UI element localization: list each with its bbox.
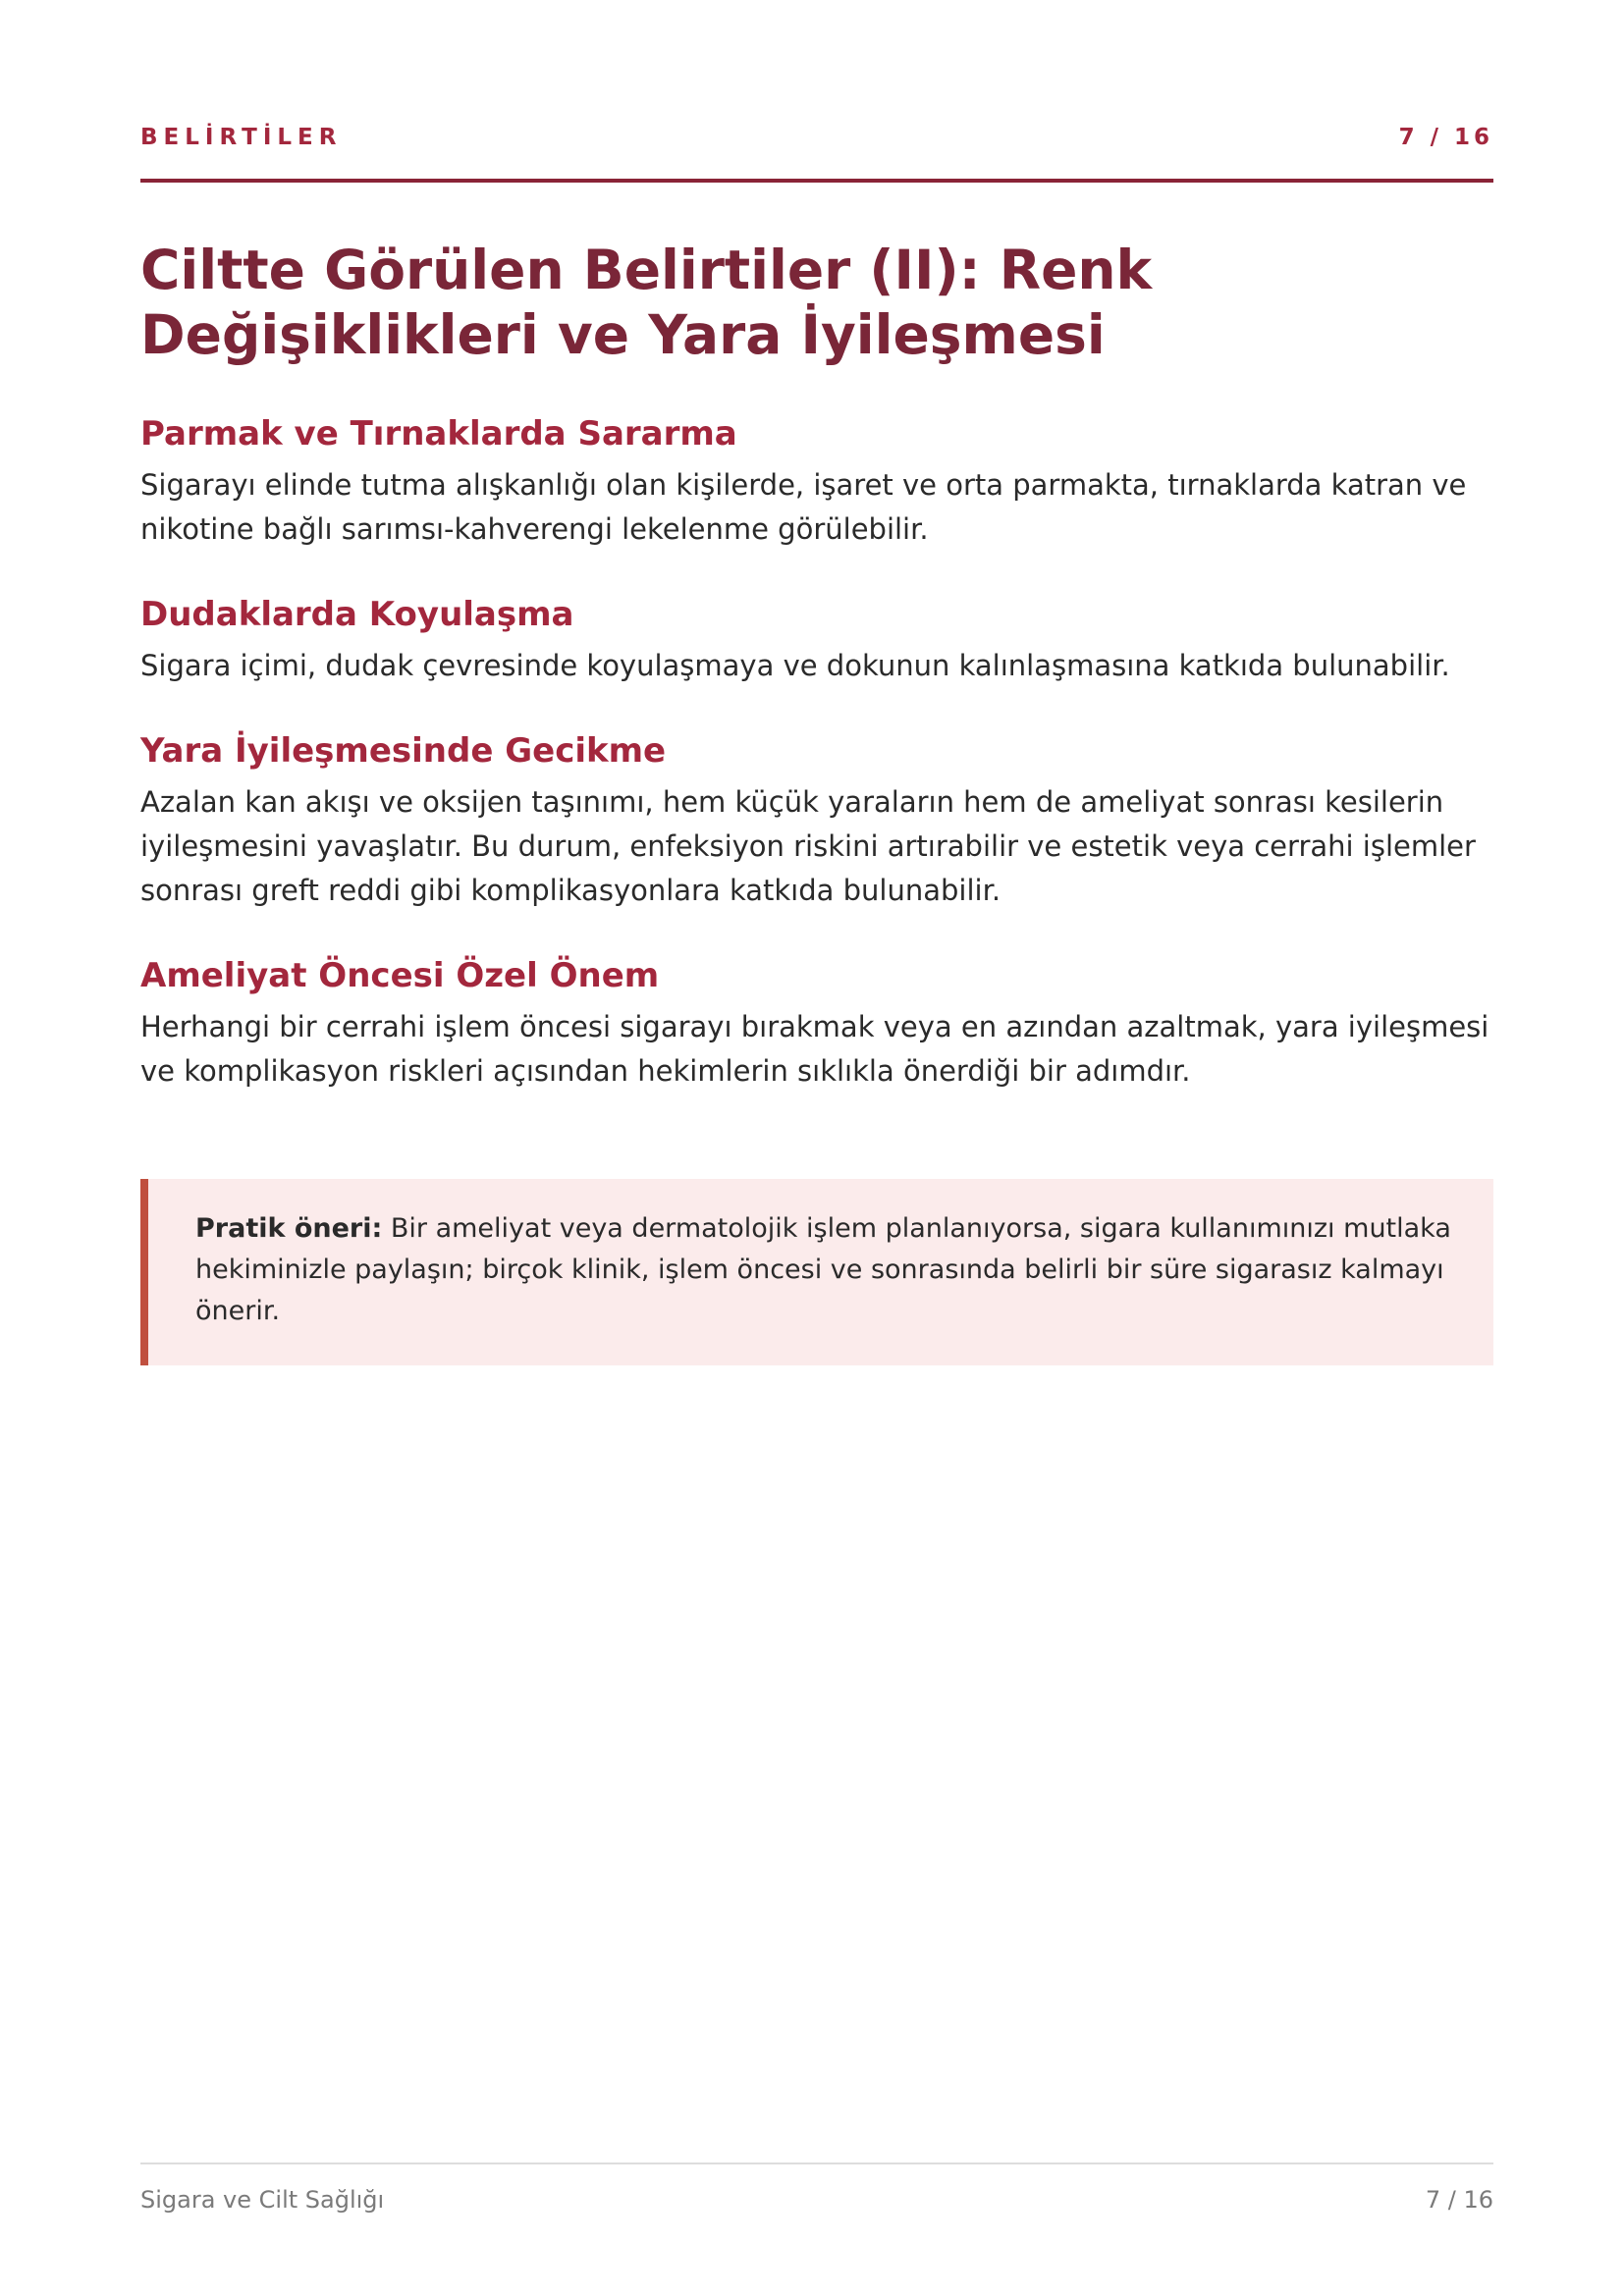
content-body — [140, 410, 1493, 1133]
section-heading: Yara İyileşmesinde Gecikme — [140, 731, 667, 771]
running-header — [140, 124, 1493, 183]
section-lip-darkening — [140, 591, 1493, 688]
footer-document-title: Sigara ve Cilt Sağlığı — [140, 2186, 385, 2214]
section-finger-nail-yellowing — [140, 410, 1493, 552]
tip-text: Bir ameliyat veya dermatolojik işlem planlanıyorsa, sigara kullanımınızı mutlaka hekiminizle paylaşın; birçok klinik, işlem öncesi ve sonrasında belirli bir süre sigarasız kalmayı önerir. — [195, 1213, 1451, 1326]
section-wound-healing-delay — [140, 727, 1493, 913]
section-paragraph: Sigarayı elinde tutma alışkanlığı olan kişilerde, işaret ve orta parmakta, tırnaklarda katran ve nikotine bağlı sarımsı-kahverengi lekelenme görülebilir. — [140, 468, 1467, 546]
tip-label: Pratik öneri: — [195, 1213, 383, 1244]
section-heading: Ameliyat Öncesi Özel Önem — [140, 956, 660, 995]
section-heading: Dudaklarda Koyulaşma — [140, 595, 574, 634]
document-page — [140, 0, 1493, 2296]
footer-page-number: 7 / 16 — [1425, 2186, 1493, 2214]
section-label: BELİRTİLER — [140, 125, 343, 150]
section-paragraph: Sigara içimi, dudak çevresinde koyulaşmaya ve dokunun kalınlaşmasına katkıda bulunabilir. — [140, 649, 1450, 682]
practical-tip-callout — [140, 1179, 1493, 1365]
section-heading: Parmak ve Tırnaklarda Sararma — [140, 414, 737, 454]
section-paragraph: Herhangi bir cerrahi işlem öncesi sigarayı bırakmak veya en azından azaltmak, yara iyileşmesi ve komplikasyon riskleri açısından hekimlerin sıklıkla önerdiği bir adımdır. — [140, 1010, 1489, 1088]
page-footer — [140, 2163, 1493, 2214]
section-paragraph: Azalan kan akışı ve oksijen taşınımı, hem küçük yaraların hem de ameliyat sonrası kesilerin iyileşmesini yavaşlatır. Bu durum, enfeksiyon riskini artırabilir ve estetik veya cerrahi işlemler sonrası greft reddi gibi komplikasyonlara katkıda bulunabilir. — [140, 785, 1476, 907]
section-preoperative-importance — [140, 952, 1493, 1094]
header-page-number: 7 / 16 — [1398, 125, 1493, 150]
page-title: Ciltte Görülen Belirtiler (II): Renk Değişiklikleri ve Yara İyileşmesi — [140, 239, 1153, 366]
